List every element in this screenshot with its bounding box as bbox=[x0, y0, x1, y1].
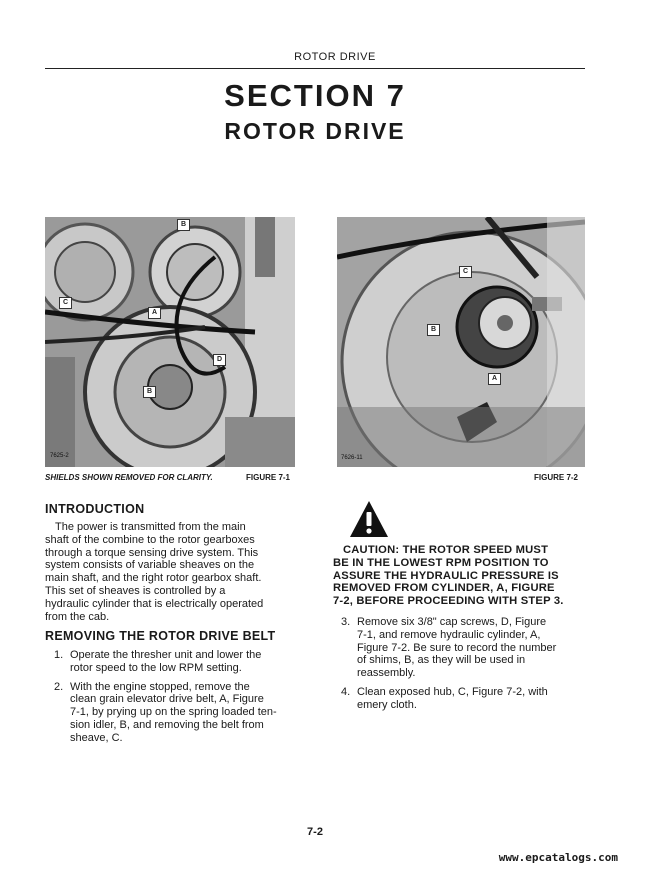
figure-7-1-photo-id: 7625-2 bbox=[50, 453, 69, 459]
step-line: of shims, B, as they will be used in bbox=[357, 654, 526, 667]
removing-heading: REMOVING THE ROTOR DRIVE BELT bbox=[45, 629, 276, 643]
step-line: 7-1, by prying up on the spring loaded ten- bbox=[70, 706, 277, 719]
callout-b-fig2: B bbox=[427, 324, 440, 336]
header-rule bbox=[45, 68, 585, 69]
step-line: Clean exposed hub, C, Figure 7-2, with bbox=[357, 685, 548, 698]
callout-a-fig2: A bbox=[488, 373, 501, 385]
callout-b-top: B bbox=[177, 219, 190, 231]
intro-line: The power is transmitted from the main bbox=[55, 521, 246, 533]
callout-a: A bbox=[148, 307, 161, 319]
intro-line: hydraulic cylinder that is electrically operated bbox=[45, 597, 264, 610]
caution-line: REMOVED FROM CYLINDER, A, FIGURE bbox=[333, 582, 555, 595]
step-number: 2. bbox=[54, 680, 64, 693]
intro-line: shaft of the combine to the rotor gearboxes bbox=[45, 533, 255, 546]
introduction-heading: INTRODUCTION bbox=[45, 502, 145, 516]
figure-7-1-caption-note: SHIELDS SHOWN REMOVED FOR CLARITY. bbox=[45, 473, 213, 482]
step-number: 3. bbox=[341, 616, 351, 628]
step-1 bbox=[54, 649, 300, 675]
page-number: 7-2 bbox=[307, 826, 323, 838]
caution-line: CAUTION: THE ROTOR SPEED MUST bbox=[343, 544, 549, 556]
running-head: ROTOR DRIVE bbox=[294, 51, 376, 63]
caution-line: BE IN THE LOWEST RPM POSITION TO bbox=[333, 556, 549, 569]
step-line: rotor speed to the low RPM setting. bbox=[70, 661, 242, 674]
step-line: clean grain elevator drive belt, A, Figure bbox=[70, 693, 264, 706]
caution-block bbox=[333, 544, 589, 608]
step-4 bbox=[341, 686, 589, 712]
step-line: Remove six 3/8" cap screws, D, Figure bbox=[357, 616, 547, 628]
caution-line: ASSURE THE HYDRAULIC PRESSURE IS bbox=[333, 569, 559, 582]
intro-line: This set of sheaves is controlled by a bbox=[45, 584, 226, 597]
step-line: sheave, C. bbox=[70, 731, 123, 744]
intro-line: through a torque sensing drive system. This bbox=[45, 546, 259, 559]
step-line: sion idler, B, and removing the belt from bbox=[70, 718, 264, 731]
callout-b-bottom: B bbox=[143, 386, 156, 398]
figure-7-1-photo bbox=[45, 217, 295, 467]
figure-7-2-label: FIGURE 7-2 bbox=[534, 473, 579, 482]
step-number: 1. bbox=[54, 649, 64, 661]
intro-line: from the cab. bbox=[45, 610, 110, 623]
step-line: With the engine stopped, remove the bbox=[70, 680, 250, 693]
figure-7-2-photo-id: 7626-11 bbox=[341, 455, 363, 461]
figure-7-2-photo bbox=[337, 217, 585, 467]
step-3 bbox=[341, 616, 589, 680]
section-subtitle: ROTOR DRIVE bbox=[224, 118, 406, 144]
callout-d: D bbox=[213, 354, 226, 366]
step-line: reassembly. bbox=[357, 667, 416, 680]
step-line: emery cloth. bbox=[357, 698, 417, 711]
intro-line: main shaft, and the right rotor gearbox shaft. bbox=[45, 572, 262, 585]
step-line: Operate the thresher unit and lower the bbox=[70, 649, 262, 661]
right-steps bbox=[341, 616, 589, 718]
introduction-paragraph bbox=[45, 521, 301, 623]
step-number: 4. bbox=[341, 685, 351, 698]
step-line: 7-1, and remove hydraulic cylinder, A, bbox=[357, 628, 541, 641]
removing-steps bbox=[54, 649, 300, 751]
warning-triangle-icon bbox=[349, 500, 389, 538]
callout-c: C bbox=[59, 297, 72, 309]
step-2 bbox=[54, 681, 300, 745]
footer-url-link[interactable]: www.epcatalogs.com bbox=[498, 851, 618, 864]
section-title: SECTION 7 bbox=[224, 78, 406, 113]
intro-line: system consists of variable sheaves on the bbox=[45, 559, 255, 572]
step-line: Figure 7-2. Be sure to record the number bbox=[357, 641, 557, 654]
callout-c-fig2: C bbox=[459, 266, 472, 278]
figure-7-1-label: FIGURE 7-1 bbox=[246, 473, 291, 482]
caution-line: 7-2, BEFORE PROCEEDING WITH STEP 3. bbox=[333, 595, 564, 608]
